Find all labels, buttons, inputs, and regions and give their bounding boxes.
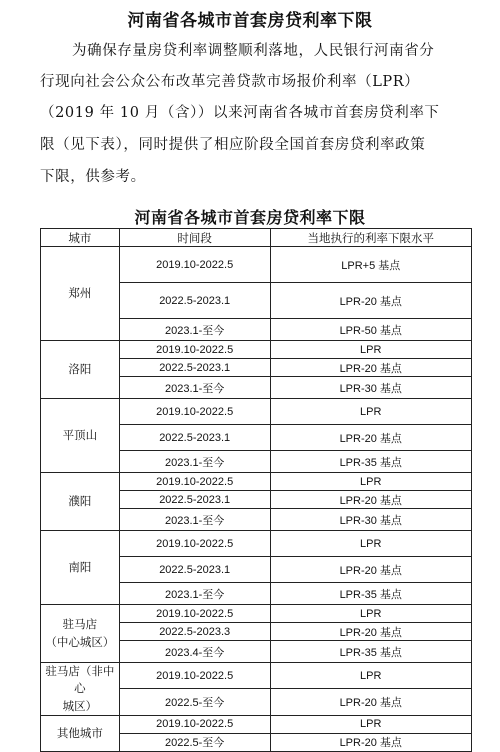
period-cell: 2019.10-2022.5 <box>119 473 270 491</box>
city-cell: 郑州 <box>41 247 120 341</box>
period-cell: 2022.5-2023.1 <box>119 491 270 509</box>
rate-cell: LPR <box>270 531 472 557</box>
paragraph-line: 下限，供参考。 <box>40 169 146 185</box>
table-row <box>41 399 472 425</box>
rate-cell: LPR-20 基点 <box>270 733 472 751</box>
table-row <box>41 247 472 283</box>
period-cell: 2019.10-2022.5 <box>119 605 270 623</box>
period-cell: 2023.1-至今 <box>119 509 270 531</box>
table-title: 河南省各城市首套房贷利率下限 <box>134 208 366 227</box>
table-header-row <box>41 229 472 247</box>
period-cell: 2019.10-2022.5 <box>119 663 270 689</box>
rate-cell: LPR <box>270 715 472 733</box>
period-cell: 2022.5-2023.1 <box>119 283 270 319</box>
rate-table <box>40 228 472 752</box>
city-cell-line: 驻马店（非中心 <box>45 664 115 696</box>
rate-cell: LPR-20 基点 <box>270 689 472 715</box>
paragraph-line: 行现向社会公众公布改革完善贷款市场报价利率（LPR） <box>40 74 420 90</box>
city-cell <box>41 605 120 663</box>
city-cell-line: （中心城区） <box>45 634 115 649</box>
page-title: 河南省各城市首套房贷利率下限 <box>127 11 373 31</box>
period-cell: 2023.1-至今 <box>119 451 270 473</box>
paragraph-line: 限（见下表），同时提供了相应阶段全国首套房贷利率政策 <box>40 137 426 153</box>
period-cell: 2022.5-2023.1 <box>119 425 270 451</box>
rate-cell: LPR-20 基点 <box>270 557 472 583</box>
table-row <box>41 473 472 491</box>
header-rate: 当地执行的利率下限水平 <box>270 229 472 247</box>
period-cell: 2019.10-2022.5 <box>119 531 270 557</box>
period-cell: 2019.10-2022.5 <box>119 399 270 425</box>
rate-cell: LPR+5 基点 <box>270 247 472 283</box>
rate-cell: LPR-20 基点 <box>270 491 472 509</box>
city-cell-line: 驻马店 <box>62 617 98 632</box>
period-cell: 2023.1-至今 <box>119 377 270 399</box>
city-cell-line: 城区） <box>62 698 98 713</box>
period-cell: 2019.10-2022.5 <box>119 715 270 733</box>
city-cell: 南阳 <box>41 531 120 605</box>
city-cell: 濮阳 <box>41 473 120 531</box>
rate-cell: LPR-35 基点 <box>270 641 472 663</box>
city-cell: 洛阳 <box>41 341 120 399</box>
rate-cell: LPR <box>270 473 472 491</box>
period-cell: 2022.5-至今 <box>119 733 270 751</box>
city-cell: 其他城市 <box>41 715 120 751</box>
period-cell: 2019.10-2022.5 <box>119 341 270 359</box>
period-cell: 2022.5-2023.1 <box>119 557 270 583</box>
period-cell: 2019.10-2022.5 <box>119 247 270 283</box>
table-row <box>41 605 472 623</box>
rate-cell: LPR-20 基点 <box>270 283 472 319</box>
rate-cell: LPR-30 基点 <box>270 509 472 531</box>
table-body <box>41 247 472 752</box>
paragraph-line: 为确保存量房贷利率调整顺利落地，人民银行河南省分 <box>72 43 435 59</box>
period-cell: 2022.5-2023.3 <box>119 623 270 641</box>
table-row <box>41 531 472 557</box>
rate-cell: LPR-35 基点 <box>270 451 472 473</box>
rate-cell: LPR-20 基点 <box>270 623 472 641</box>
rate-cell: LPR-35 基点 <box>270 583 472 605</box>
rate-cell: LPR-20 基点 <box>270 425 472 451</box>
period-cell: 2022.5-2023.1 <box>119 359 270 377</box>
period-cell: 2023.4-至今 <box>119 641 270 663</box>
period-cell: 2023.1-至今 <box>119 583 270 605</box>
rate-cell: LPR-30 基点 <box>270 377 472 399</box>
rate-cell: LPR-20 基点 <box>270 359 472 377</box>
header-city: 城市 <box>41 229 120 247</box>
table-row <box>41 663 472 689</box>
table-row <box>41 341 472 359</box>
rate-cell: LPR <box>270 399 472 425</box>
paragraph-line: （2019 年 10 月（含））以来河南省各城市首套房贷利率下 <box>40 105 440 121</box>
rate-cell: LPR <box>270 663 472 689</box>
rate-cell: LPR <box>270 341 472 359</box>
period-cell: 2022.5-至今 <box>119 689 270 715</box>
rate-cell: LPR <box>270 605 472 623</box>
city-cell: 平顶山 <box>41 399 120 473</box>
header-period: 时间段 <box>119 229 270 247</box>
city-cell <box>41 663 120 716</box>
period-cell: 2023.1-至今 <box>119 319 270 341</box>
rate-cell: LPR-50 基点 <box>270 319 472 341</box>
